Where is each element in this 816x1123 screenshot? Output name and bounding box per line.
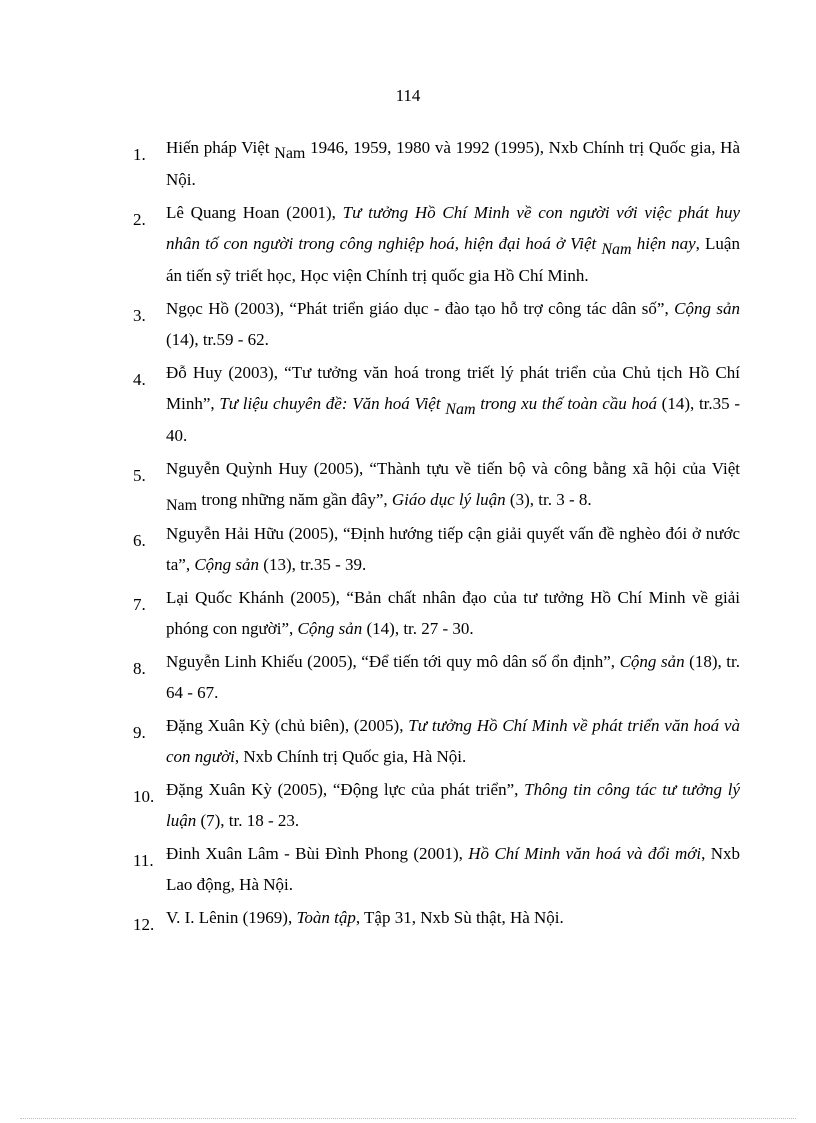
reference-item <box>130 774 740 836</box>
reference-text-segment: Nam <box>166 497 198 514</box>
reference-number: 10. <box>133 787 155 806</box>
reference-item <box>130 132 740 195</box>
reference-number: 1. <box>133 145 146 164</box>
reference-number: 9. <box>133 723 146 742</box>
reference-text <box>166 197 740 291</box>
reference-text-segment: Cộng sản <box>619 652 685 671</box>
reference-item <box>130 838 740 900</box>
reference-item <box>130 357 740 451</box>
reference-number: 3. <box>133 306 146 325</box>
reference-text-segment: Đỗ Huy (2003), “Tư tưởng văn hoá trong triết lý phát triển của Chủ tịch Hồ Chí Minh”, <box>166 363 740 413</box>
reference-text-segment: Thông tin công tác tư tưởng lý luận <box>166 780 741 830</box>
reference-list <box>130 132 740 935</box>
reference-text <box>166 582 740 644</box>
reference-number: 4. <box>133 370 146 389</box>
reference-text-segment: Giáo dục lý luận <box>391 490 506 509</box>
reference-text-segment: Tư tưởng Hồ Chí Minh về phát triển văn hoá và con người <box>166 716 741 766</box>
reference-text-segment: , Nxb Chính trị Quốc gia, Hà Nội. <box>234 747 467 766</box>
reference-text <box>166 646 740 708</box>
reference-text-segment: Tư liệu chuyên đề: Văn hoá Việt <box>219 394 446 413</box>
reference-text-segment: Nam <box>601 241 632 258</box>
reference-text <box>166 518 740 580</box>
reference-text-segment: V. I. Lênin (1969), <box>166 908 297 927</box>
reference-item <box>130 710 740 772</box>
reference-number: 7. <box>133 595 146 614</box>
reference-text-segment: Lại Quốc Khánh (2005), “Bản chất nhân đạo của tư tưởng Hồ Chí Minh về giải phóng con người”, <box>166 588 740 638</box>
reference-item <box>130 646 740 708</box>
reference-number: 12. <box>133 915 155 934</box>
reference-text <box>166 453 740 516</box>
reference-text-segment: Lê Quang Hoan (2001), <box>166 203 343 222</box>
reference-text-segment: Hiến pháp Việt <box>166 138 275 157</box>
reference-text-segment: (14), tr. 27 - 30. <box>362 619 474 638</box>
reference-text-segment: Nam <box>274 145 306 162</box>
reference-text-segment: Nam <box>445 401 476 418</box>
reference-text <box>166 838 740 900</box>
reference-text-segment: (18), tr. 64 - 67. <box>166 652 740 702</box>
reference-text-segment: Ngọc Hồ (2003), “Phát triển giáo dục - đào tạo hỗ trợ công tác dân số”, <box>166 299 675 318</box>
reference-text-segment: Đinh Xuân Lâm - Bùi Đình Phong (2001), <box>166 844 469 863</box>
reference-item <box>130 582 740 644</box>
reference-text <box>166 132 740 195</box>
reference-number: 5. <box>133 466 146 485</box>
reference-text-segment: , Nxb Lao động, Hà Nội. <box>166 844 740 894</box>
reference-text-segment: Nguyễn Hải Hữu (2005), “Định hướng tiếp cận giải quyết vấn đề nghèo đói ở nước ta”, <box>166 524 740 574</box>
reference-text-segment: trong xu thế toàn cầu hoá <box>475 394 657 413</box>
reference-text-segment: hiện nay <box>631 234 696 253</box>
reference-text-segment: Đặng Xuân Kỳ (2005), “Động lực của phát triển”, <box>166 780 525 799</box>
reference-text-segment: 1946, 1959, 1980 và 1992 (1995), Nxb Chính trị Quốc gia, Hà Nội. <box>166 138 741 189</box>
reference-number: 2. <box>133 210 146 229</box>
reference-text-segment: Tư tưởng Hồ Chí Minh về con người với việc phát huy nhân tố con người trong công nghiệp hoá, hiện đại hoá ở Việt <box>166 203 740 253</box>
reference-text-segment: (14), tr.59 - 62. <box>166 330 269 349</box>
reference-text <box>166 902 740 933</box>
reference-item <box>130 453 740 516</box>
reference-item <box>130 293 740 355</box>
reference-text <box>166 774 740 836</box>
reference-number: 11. <box>133 851 154 870</box>
reference-text-segment: , Tập 31, Nxb Sù thật, Hà Nội. <box>355 908 564 927</box>
reference-text-segment: Nguyễn Quỳnh Huy (2005), “Thành tựu về tiến bộ và công bằng xã hội của Việt <box>166 459 740 478</box>
reference-text <box>166 710 740 772</box>
bottom-divider <box>20 1118 796 1119</box>
reference-text-segment: (14), tr.35 - 40. <box>166 394 741 445</box>
reference-text-segment: , Luận án tiến sỹ triết học, Học viện Chính trị quốc gia Hồ Chí Minh. <box>166 234 740 285</box>
reference-number: 6. <box>133 531 146 550</box>
reference-text-segment: trong những năm gần đây”, <box>197 490 392 509</box>
reference-text-segment: (7), tr. 18 - 23. <box>196 811 300 830</box>
reference-text-segment: Hồ Chí Minh văn hoá và đổi mới <box>468 844 702 863</box>
reference-text <box>166 293 740 355</box>
reference-text-segment: Cộng sản <box>297 619 363 638</box>
reference-item <box>130 902 740 933</box>
reference-text-segment: Cộng sản <box>674 299 740 318</box>
reference-text <box>166 357 740 451</box>
reference-text-segment: (3), tr. 3 - 8. <box>505 490 592 509</box>
reference-text-segment: (13), tr.35 - 39. <box>259 555 367 574</box>
reference-number: 8. <box>133 659 146 678</box>
reference-text-segment: Toàn tập <box>296 908 356 927</box>
reference-text-segment: Nguyễn Linh Khiếu (2005), “Để tiến tới quy mô dân số ổn định”, <box>166 652 620 671</box>
reference-item <box>130 197 740 291</box>
reference-text-segment: Cộng sản <box>194 555 260 574</box>
page-number: 114 <box>395 86 421 105</box>
reference-text-segment: Đặng Xuân Kỳ (chủ biên), (2005), <box>166 716 409 735</box>
reference-item <box>130 518 740 580</box>
